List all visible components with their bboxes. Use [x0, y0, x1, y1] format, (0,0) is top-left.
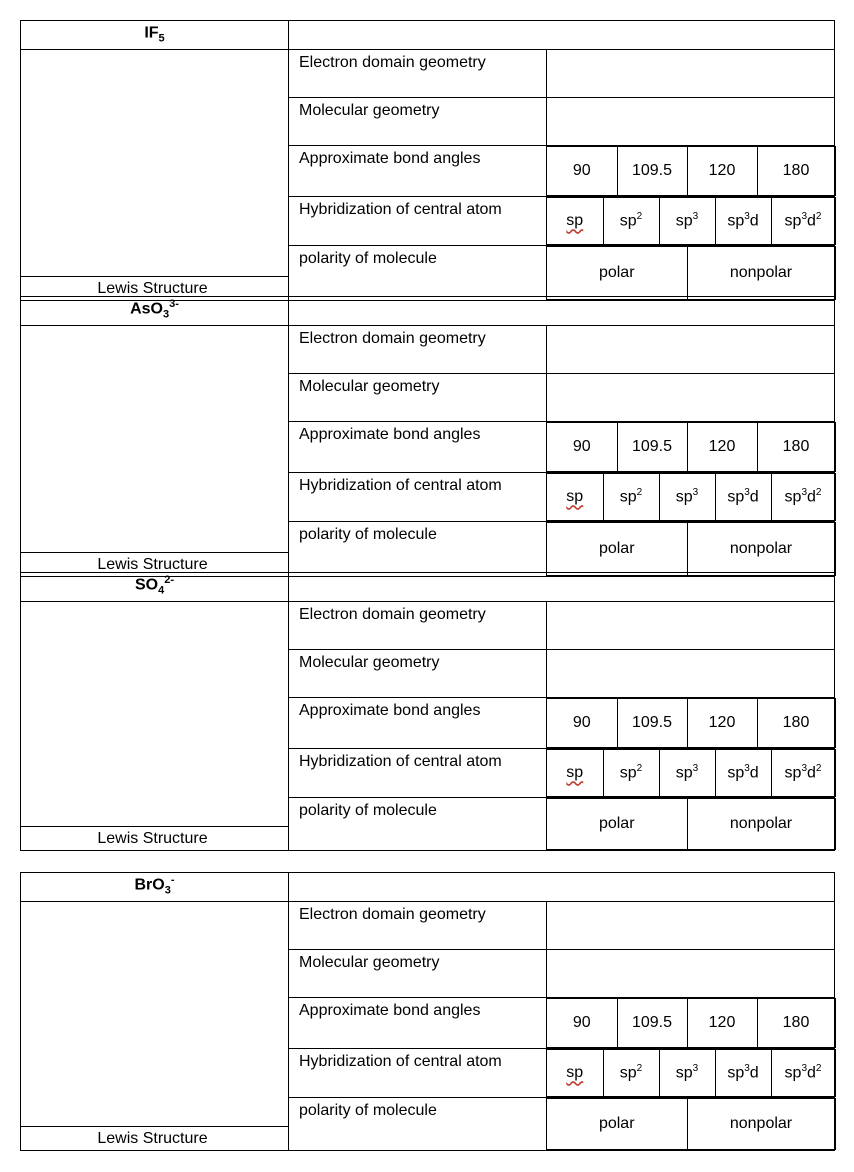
bond-angle-option[interactable]: 180 [757, 423, 835, 472]
bond-angle-option[interactable]: 120 [687, 147, 757, 196]
property-label: Molecular geometry [289, 374, 547, 422]
property-label: Molecular geometry [289, 650, 547, 698]
hybridization-option[interactable]: $sp^3$ [659, 474, 715, 521]
hybridization-option[interactable]: $sp^3d^2$ [771, 198, 835, 245]
property-label: polarity of molecule [289, 522, 547, 577]
hybridization-option[interactable]: $sp^3d^2$ [771, 474, 835, 521]
bond-angle-option[interactable]: 120 [687, 423, 757, 472]
formula-charge: 3- [169, 298, 179, 311]
mg-answer-field[interactable] [547, 950, 835, 998]
mg-answer-field[interactable] [547, 98, 835, 146]
bond-angle-option[interactable]: 109.5 [617, 423, 687, 472]
property-label: Electron domain geometry [289, 50, 547, 98]
edg-answer-field[interactable] [547, 602, 835, 650]
mg-answer-field[interactable] [547, 650, 835, 698]
formula-subscript: 4 [158, 584, 165, 597]
bond-angle-option[interactable]: 90 [547, 999, 617, 1048]
polarity-option-nonpolar[interactable]: nonpolar [687, 1099, 835, 1150]
polarity-option-nonpolar[interactable]: nonpolar [687, 247, 835, 300]
hybridization-option[interactable] [547, 198, 603, 245]
property-label: Electron domain geometry [289, 602, 547, 650]
property-label: Molecular geometry [289, 950, 547, 998]
hybridization-option[interactable]: $sp^3d^2$ [771, 750, 835, 797]
lewis-structure-label: Lewis Structure [21, 1126, 288, 1150]
edg-answer-field[interactable] [547, 326, 835, 374]
property-label: Approximate bond angles [289, 422, 547, 473]
polarity-option-polar[interactable]: polar [547, 1099, 687, 1150]
lewis-structure-label: Lewis Structure [21, 552, 288, 576]
answer-header-blank[interactable] [289, 573, 835, 602]
formula-charge: 2- [164, 574, 175, 587]
lewis-structure-box[interactable] [21, 902, 289, 1151]
bond-angle-option[interactable]: 90 [547, 699, 617, 748]
property-label: Electron domain geometry [289, 902, 547, 950]
formula-charge: - [170, 874, 175, 887]
property-label: Molecular geometry [289, 98, 547, 146]
molecule-block [20, 20, 834, 301]
lewis-structure-box[interactable] [21, 50, 289, 301]
polarity-option-polar[interactable]: polar [547, 247, 687, 300]
property-label: Approximate bond angles [289, 698, 547, 749]
hybridization-option[interactable]: $sp^3d^2$ [771, 1050, 835, 1097]
formula-main: IF [144, 24, 159, 42]
hybridization-option[interactable] [547, 474, 603, 521]
bond-angle-option[interactable]: 90 [547, 423, 617, 472]
hybridization-option[interactable]: $sp^3d$ [715, 198, 771, 245]
hyb-sp-text: sp [566, 764, 584, 782]
mg-answer-field[interactable] [547, 374, 835, 422]
formula-main: SO [134, 576, 159, 594]
molecule-block [20, 572, 834, 851]
polarity-option-nonpolar[interactable]: nonpolar [687, 523, 835, 576]
hyb-sp-text: sp [566, 488, 584, 506]
hybridization-option[interactable]: $sp^3d$ [715, 750, 771, 797]
property-label: Hybridization of central atom [289, 749, 547, 798]
formula-subscript: 5 [158, 32, 165, 45]
hyb-sp-text: sp [566, 212, 584, 230]
polarity-option-polar[interactable]: polar [547, 799, 687, 850]
hybridization-option[interactable]: $sp^2$ [603, 750, 659, 797]
molecule-table [20, 572, 835, 851]
hybridization-option[interactable] [547, 1050, 603, 1097]
lewis-structure-label: Lewis Structure [21, 276, 288, 300]
formula-main: BrO [134, 876, 165, 894]
molecule-block [20, 296, 834, 577]
edg-answer-field[interactable] [547, 50, 835, 98]
formula-cell [21, 573, 289, 602]
property-label: polarity of molecule [289, 1098, 547, 1151]
hybridization-option[interactable]: $sp^2$ [603, 198, 659, 245]
answer-header-blank[interactable] [289, 873, 835, 902]
hybridization-option[interactable]: $sp^3$ [659, 198, 715, 245]
bond-angle-option[interactable]: 120 [687, 999, 757, 1048]
hyb-sp-text: sp [566, 1064, 584, 1082]
property-label: Electron domain geometry [289, 326, 547, 374]
bond-angle-option[interactable]: 109.5 [617, 999, 687, 1048]
lewis-structure-box[interactable] [21, 602, 289, 851]
polarity-option-polar[interactable]: polar [547, 523, 687, 576]
hybridization-option[interactable]: $sp^2$ [603, 1050, 659, 1097]
polarity-option-nonpolar[interactable]: nonpolar [687, 799, 835, 850]
edg-answer-field[interactable] [547, 902, 835, 950]
property-label: Approximate bond angles [289, 146, 547, 197]
lewis-structure-box[interactable] [21, 326, 289, 577]
formula-main: AsO [130, 300, 163, 318]
hybridization-option[interactable]: $sp^3d$ [715, 474, 771, 521]
answer-header-blank[interactable] [289, 21, 835, 50]
molecule-table [20, 20, 835, 301]
property-label: Hybridization of central atom [289, 197, 547, 246]
formula-subscript: 3 [164, 884, 171, 897]
formula-cell [21, 297, 289, 326]
bond-angle-option[interactable]: 180 [757, 147, 835, 196]
bond-angle-option[interactable]: 180 [757, 999, 835, 1048]
bond-angle-option[interactable]: 120 [687, 699, 757, 748]
hybridization-option[interactable]: $sp^3$ [659, 1050, 715, 1097]
hybridization-option[interactable] [547, 750, 603, 797]
answer-header-blank[interactable] [289, 297, 835, 326]
hybridization-option[interactable]: $sp^3d$ [715, 1050, 771, 1097]
formula-subscript: 3 [163, 308, 170, 321]
bond-angle-option[interactable]: 109.5 [617, 699, 687, 748]
property-label: polarity of molecule [289, 798, 547, 851]
formula-cell [21, 873, 289, 902]
formula-cell [21, 21, 289, 50]
bond-angle-option[interactable]: 180 [757, 699, 835, 748]
bond-angle-option[interactable]: 90 [547, 147, 617, 196]
lewis-structure-label: Lewis Structure [21, 826, 288, 850]
molecule-table [20, 296, 835, 577]
molecule-table [20, 872, 835, 1151]
property-label: Hybridization of central atom [289, 1049, 547, 1098]
property-label: Hybridization of central atom [289, 473, 547, 522]
hybridization-option[interactable]: $sp^3$ [659, 750, 715, 797]
property-label: polarity of molecule [289, 246, 547, 301]
property-label: Approximate bond angles [289, 998, 547, 1049]
molecule-block [20, 872, 834, 1151]
bond-angle-option[interactable]: 109.5 [617, 147, 687, 196]
hybridization-option[interactable]: $sp^2$ [603, 474, 659, 521]
